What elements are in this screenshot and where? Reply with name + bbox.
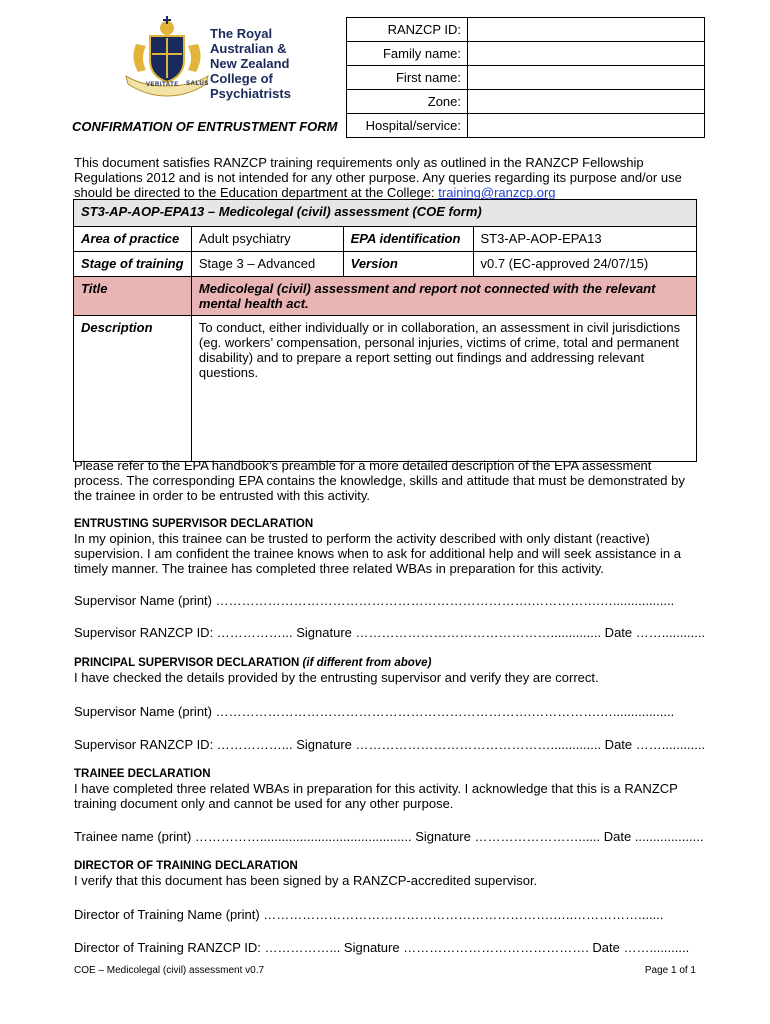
- principal-heading: [74, 657, 431, 669]
- page-number: Page 1 of 1: [644, 965, 696, 976]
- area-of-practice-label: Area of practice: [74, 227, 192, 252]
- epa-header-row: [74, 200, 697, 227]
- stage-of-training-label: Stage of training: [74, 252, 192, 277]
- id-row: [347, 42, 705, 66]
- epa-row: [74, 227, 697, 252]
- epa-row: [74, 252, 697, 277]
- hospital-service-label: Hospital/service:: [347, 114, 468, 138]
- title-value: Medicolegal (civil) assessment and report not connected with the relevant mental health act.: [191, 277, 696, 316]
- principal-text: I have checked the details provided by the entrusting supervisor and verify they are correct.: [74, 670, 599, 685]
- principal-supervisor-id-signature-line[interactable]: Supervisor RANZCP ID: ……………... Signature ……………………………………….............. Date ……............: [74, 737, 706, 752]
- director-heading: DIRECTOR OF TRAINING DECLARATION: [74, 860, 298, 872]
- entrusting-supervisor-name-line[interactable]: Supervisor Name (print) ……………………………………………………………….…………….….................: [74, 593, 675, 608]
- trainee-id-table: [346, 17, 705, 138]
- intro-text: This document satisfies RANZCP training requirements only as outlined in the RANZCP Fellowship Regulations 2012 and is not intended for any other purpose. Any queries regarding its purpose and/or use should be directed to the Education department at the College:: [74, 155, 682, 200]
- crest-icon: [122, 14, 212, 104]
- id-row: [347, 18, 705, 42]
- motto-right: SALUS: [186, 81, 209, 87]
- director-id-signature-line[interactable]: Director of Training RANZCP ID: ……………... Signature ……………………………………. Date ……...........: [74, 940, 690, 955]
- id-row: [347, 114, 705, 138]
- version-value: v0.7 (EC-approved 24/07/15): [473, 252, 697, 277]
- college-name-line: Psychiatrists: [210, 86, 291, 101]
- college-name: [210, 26, 291, 101]
- director-name-line[interactable]: Director of Training Name (print) ………………………………………………………….…..…………….......: [74, 907, 664, 922]
- epa-table: [73, 199, 697, 462]
- family-name-label: Family name:: [347, 42, 468, 66]
- director-text: I verify that this document has been signed by a RANZCP-accredited supervisor.: [74, 873, 538, 888]
- training-email-link[interactable]: training@ranzcp.org: [438, 185, 556, 200]
- stage-of-training-value: Stage 3 – Advanced: [191, 252, 343, 277]
- epa-identification-value: ST3-AP-AOP-EPA13: [473, 227, 697, 252]
- zone-field[interactable]: [468, 90, 705, 114]
- entrusting-supervisor-id-signature-line[interactable]: Supervisor RANZCP ID: ……………... Signature ……………………………………….............. Date ……............: [74, 625, 706, 640]
- form-title: CONFIRMATION OF ENTRUSTMENT FORM: [72, 119, 338, 134]
- ranzcp-id-field[interactable]: [468, 18, 705, 42]
- motto-left: VERITATE: [146, 82, 179, 88]
- trainee-heading: TRAINEE DECLARATION: [74, 768, 211, 780]
- footer-document-name: COE – Medicolegal (civil) assessment v0.7: [74, 965, 265, 976]
- principal-heading-text: PRINCIPAL SUPERVISOR DECLARATION: [74, 657, 300, 669]
- zone-label: Zone:: [347, 90, 468, 114]
- college-name-line: Australian &: [210, 41, 287, 56]
- description-value: To conduct, either individually or in collaboration, an assessment in civil jurisdictions (eg. workers’ compensation, personal injuries, victims of crime, total and permanent disability) and to prepare a report setting out findings and addressing relevant questions.: [191, 316, 696, 462]
- epa-title-row: [74, 277, 697, 316]
- principal-heading-note: (if different from above): [302, 657, 432, 669]
- ranzcp-id-label: RANZCP ID:: [347, 18, 468, 42]
- description-label: Description: [74, 316, 192, 462]
- epa-header: ST3-AP-AOP-EPA13 – Medicolegal (civil) assessment (COE form): [74, 200, 697, 227]
- college-name-line: College of: [210, 71, 273, 86]
- id-row: [347, 90, 705, 114]
- trainee-text: I have completed three related WBAs in preparation for this activity. I acknowledge that this is a RANZCP training document only and cannot be used for any other purpose.: [74, 781, 678, 811]
- family-name-field[interactable]: [468, 42, 705, 66]
- epa-identification-label: EPA identification: [343, 227, 473, 252]
- area-of-practice-value: Adult psychiatry: [191, 227, 343, 252]
- intro-paragraph: [74, 155, 694, 200]
- hospital-service-field[interactable]: [468, 114, 705, 138]
- entrusting-text: In my opinion, this trainee can be trusted to perform the activity described with only distant (reactive) supervision. I am confident the trainee knows when to ask for additional help and will seek assistance in a timely manner. The trainee has completed three related WBAs in preparation for this activity.: [74, 531, 682, 576]
- college-name-line: New Zealand: [210, 56, 290, 71]
- first-name-field[interactable]: [468, 66, 705, 90]
- trainee-name-signature-line[interactable]: Trainee name (print) …………….......................................... Signature ……………………...... Date ...................: [74, 829, 704, 844]
- entrusting-heading: ENTRUSTING SUPERVISOR DECLARATION: [74, 518, 314, 530]
- principal-supervisor-name-line[interactable]: Supervisor Name (print) ……………………………………………………………….…………….….................: [74, 704, 675, 719]
- preamble-paragraph: Please refer to the EPA handbook’s preamble for a more detailed description of the EPA assessment process. The corresponding EPA contains the knowledge, skills and attitude that must be demonstrated by the trainee in order to be entrusted with this activity.: [74, 458, 685, 503]
- first-name-label: First name:: [347, 66, 468, 90]
- version-label: Version: [343, 252, 473, 277]
- id-row: [347, 66, 705, 90]
- title-label: Title: [74, 277, 192, 316]
- college-name-line: The Royal: [210, 26, 273, 41]
- epa-description-row: [74, 316, 697, 462]
